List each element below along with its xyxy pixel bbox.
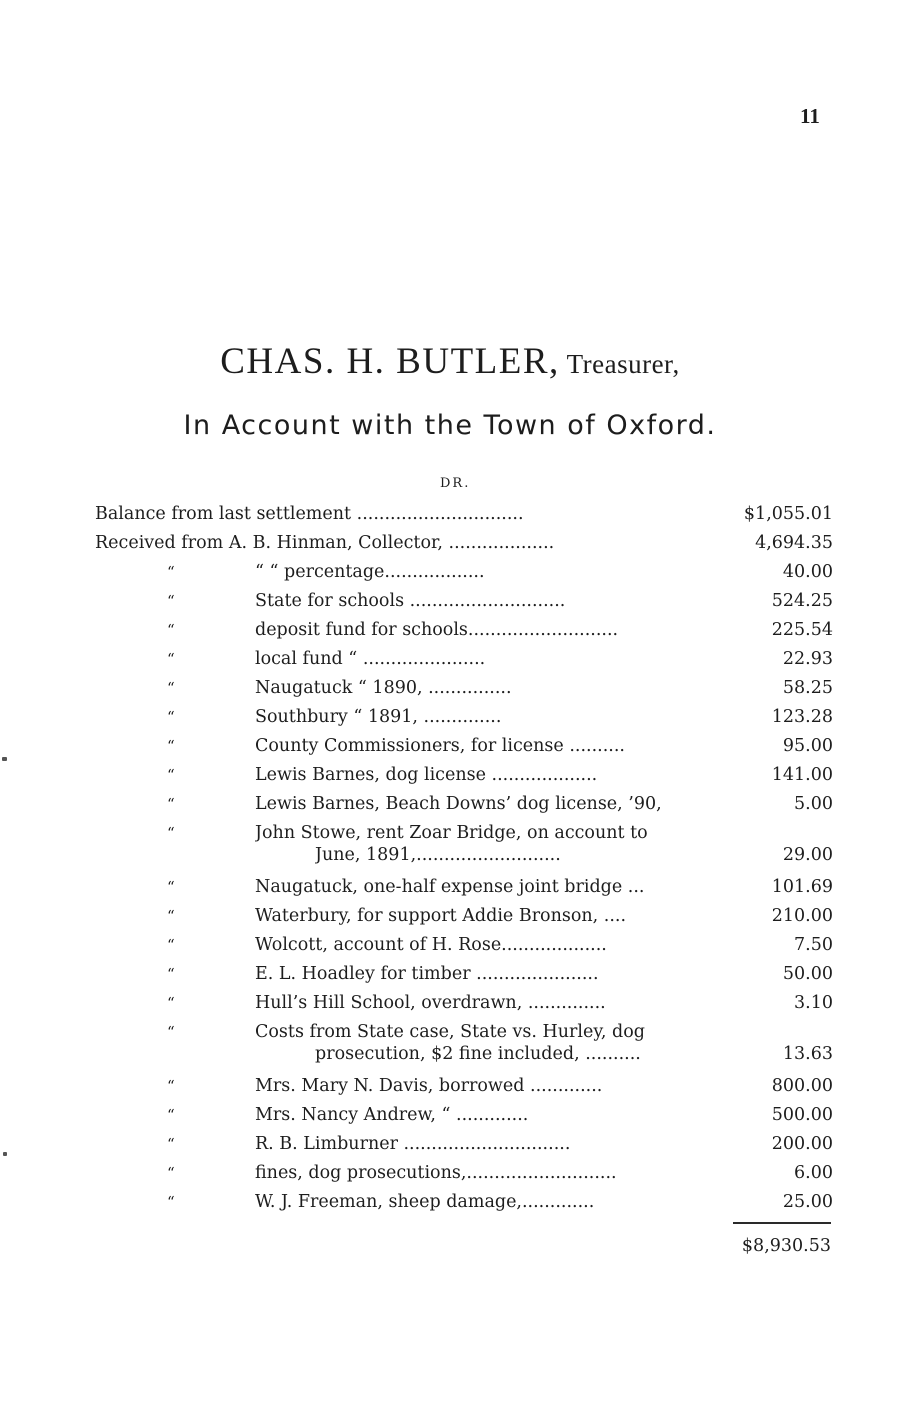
entry-amount: 40.00 <box>782 562 833 582</box>
entry-amount: 6.00 <box>794 1163 833 1183</box>
page-title <box>0 340 900 383</box>
ditto-mark: “ <box>167 563 175 581</box>
treasurer-role: Treasurer, <box>559 349 680 379</box>
ditto-mark: “ <box>167 907 175 925</box>
ditto-mark: “ <box>167 936 175 954</box>
entry-amount: 200.00 <box>771 1134 833 1154</box>
entry-description: Naugatuck, one-half expense joint bridge ... <box>255 877 645 897</box>
entry-description: Wolcott, account of H. Rose................... <box>255 935 607 955</box>
ditto-mark: “ <box>167 708 175 726</box>
entry-amount: 500.00 <box>771 1105 833 1125</box>
entry-description: local fund “ ...................... <box>255 649 486 669</box>
entry-description: Mrs. Mary N. Davis, borrowed ............. <box>255 1076 603 1096</box>
entry-description: Balance from last settlement .............................. <box>95 504 524 524</box>
ledger-row <box>95 1159 833 1188</box>
entry-amount: 22.93 <box>782 649 833 669</box>
entry-description: Southbury “ 1891, .............. <box>255 707 502 727</box>
entry-amount: 3.10 <box>794 993 833 1013</box>
ditto-mark: “ <box>167 766 175 784</box>
ditto-mark: “ <box>167 1164 175 1182</box>
entry-amount: 25.00 <box>782 1192 833 1212</box>
entry-description: Naugatuck “ 1890, ............... <box>255 678 512 698</box>
page-margin-mark <box>3 1152 7 1156</box>
entry-description: Waterbury, for support Addie Bronson, .... <box>255 906 627 926</box>
ditto-mark: “ <box>167 878 175 896</box>
entry-description: Costs from State case, State vs. Hurley, dog <box>255 1022 645 1042</box>
entry-amount: 50.00 <box>782 964 833 984</box>
page-margin-mark <box>2 757 7 761</box>
ledger-row <box>95 1018 833 1072</box>
entry-description: County Commissioners, for license .......... <box>255 736 625 756</box>
entry-amount: 123.28 <box>771 707 833 727</box>
entry-description: deposit fund for schools........................... <box>255 620 619 640</box>
ditto-mark: “ <box>167 679 175 697</box>
ledger-row <box>95 1188 833 1217</box>
entry-amount: 5.00 <box>794 794 833 814</box>
entry-description: E. L. Hoadley for timber ...................... <box>255 964 599 984</box>
entry-description: Hull’s Hill School, overdrawn, .............. <box>255 993 606 1013</box>
ledger-row <box>95 761 833 790</box>
total-amount: $8,930.53 <box>741 1236 831 1256</box>
entry-amount: 524.25 <box>771 591 833 611</box>
ditto-mark: “ <box>167 1135 175 1153</box>
ledger-row <box>95 819 833 873</box>
entry-amount: 225.54 <box>771 620 833 640</box>
ditto-mark: “ <box>167 1193 175 1211</box>
ledger-row <box>95 500 833 529</box>
page-subtitle: In Account with the Town of Oxford. <box>183 410 717 441</box>
ditto-mark: “ <box>167 795 175 813</box>
entry-description: Lewis Barnes, Beach Downs’ dog license, ’90, <box>255 794 662 814</box>
entry-amount: 13.63 <box>782 1044 833 1064</box>
entry-amount: 210.00 <box>771 906 833 926</box>
entry-description: fines, dog prosecutions,........................... <box>255 1163 617 1183</box>
ledger-row <box>95 1072 833 1101</box>
ditto-mark: “ <box>167 994 175 1012</box>
ditto-mark: “ <box>167 621 175 639</box>
ditto-mark: “ <box>167 592 175 610</box>
entry-continuation: June, 1891,.......................... <box>315 845 561 865</box>
ditto-mark: “ <box>167 824 175 842</box>
ledger-row <box>95 616 833 645</box>
entry-description: John Stowe, rent Zoar Bridge, on account to <box>255 823 648 843</box>
entry-amount: 101.69 <box>771 877 833 897</box>
ditto-mark: “ <box>167 965 175 983</box>
entry-description: Received from A. B. Hinman, Collector, ................... <box>95 533 555 553</box>
ledger-row <box>95 873 833 902</box>
ditto-mark: “ <box>167 737 175 755</box>
ledger-row <box>95 703 833 732</box>
entry-amount: $1,055.01 <box>743 504 833 524</box>
ledger-table <box>95 500 833 1217</box>
ledger-row <box>95 558 833 587</box>
ledger-row <box>95 931 833 960</box>
entry-amount: 800.00 <box>771 1076 833 1096</box>
ledger-row <box>95 1130 833 1159</box>
ditto-mark: “ <box>167 1106 175 1124</box>
page-number: 11 <box>800 104 820 128</box>
entry-description: Lewis Barnes, dog license ................... <box>255 765 598 785</box>
ditto-mark: “ <box>167 1023 175 1041</box>
entry-amount: 7.50 <box>794 935 833 955</box>
entry-description: R. B. Limburner .............................. <box>255 1134 571 1154</box>
entry-amount: 4,694.35 <box>755 533 833 553</box>
entry-continuation: prosecution, $2 fine included, .......... <box>315 1044 641 1064</box>
entry-amount: 58.25 <box>782 678 833 698</box>
ledger-row <box>95 674 833 703</box>
ledger-row <box>95 960 833 989</box>
ledger-row <box>95 645 833 674</box>
ditto-mark: “ <box>167 1077 175 1095</box>
ledger-row <box>95 902 833 931</box>
entry-amount: 95.00 <box>782 736 833 756</box>
entry-description: Mrs. Nancy Andrew, “ ............. <box>255 1105 529 1125</box>
entry-description: “ “ percentage.................. <box>255 562 485 582</box>
ledger-row <box>95 790 833 819</box>
entry-description: State for schools ............................ <box>255 591 566 611</box>
entry-amount: 141.00 <box>771 765 833 785</box>
ledger-row <box>95 1101 833 1130</box>
ledger-row <box>95 989 833 1018</box>
total-rule <box>733 1222 831 1224</box>
treasurer-name: CHAS. H. BUTLER, <box>220 341 560 382</box>
debit-label: DR. <box>440 476 471 491</box>
ledger-row <box>95 732 833 761</box>
ledger-row <box>95 529 833 558</box>
ledger-row <box>95 587 833 616</box>
entry-amount: 29.00 <box>782 845 833 865</box>
entry-description: W. J. Freeman, sheep damage,............. <box>255 1192 595 1212</box>
ditto-mark: “ <box>167 650 175 668</box>
